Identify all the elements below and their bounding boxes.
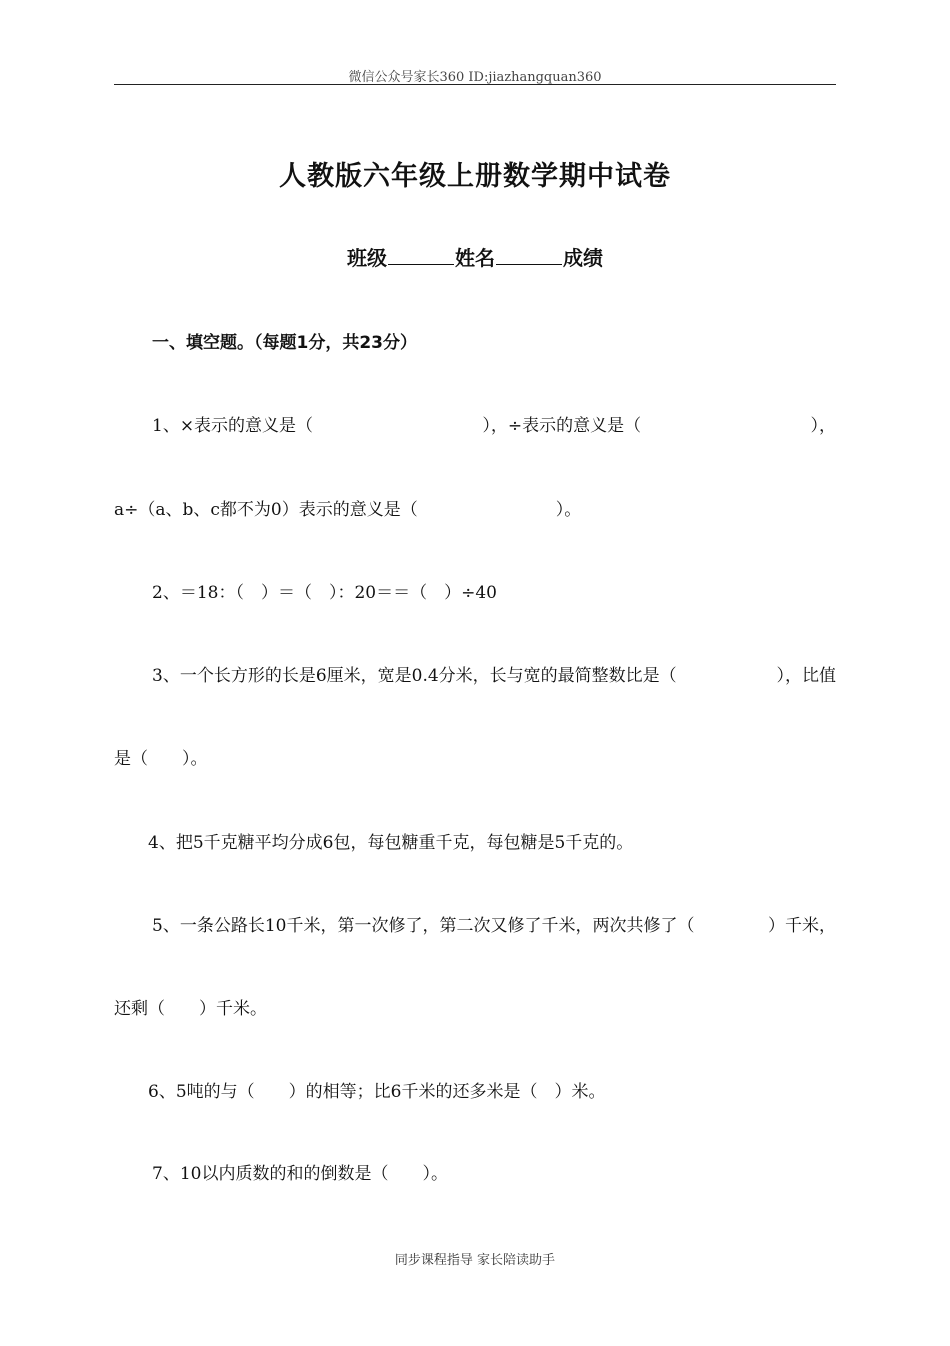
- q1-part-c: ），: [810, 416, 836, 436]
- question-1-line-1: [152, 411, 836, 436]
- question-3-line-1: [152, 661, 836, 686]
- name-blank[interactable]: [496, 244, 562, 265]
- class-label: 班级: [347, 246, 387, 270]
- q5-part-a: 5、一条公路长10千米，第一次修了，第二次又修了千米，两次共修了（: [152, 916, 695, 936]
- question-4: 4、把5千克糖平均分成6包，每包糖重千克，每包糖是5千克的。: [148, 833, 634, 853]
- question-2: 2、＝18：（ ）＝（ ）：20＝＝（ ）÷40: [152, 583, 497, 603]
- q1-part-b: ），÷表示的意义是（: [482, 416, 642, 436]
- q3-part-b: ），比值: [776, 666, 836, 686]
- q1-part-e: ）。: [555, 500, 582, 520]
- page-header: 微信公众号家长360 ID:jiazhangquan360: [348, 70, 602, 85]
- q5-part-b: ）千米，: [768, 916, 836, 936]
- section-heading: 一、填空题。（每题1分，共23分）: [152, 333, 417, 353]
- class-blank[interactable]: [388, 244, 454, 265]
- question-1-line-2: [114, 495, 581, 520]
- question-5-line-1: [152, 911, 836, 936]
- question-3-line-2: 是（ ）。: [114, 749, 208, 769]
- q1-part-a: 1、×表示的意义是（: [152, 416, 314, 436]
- q3-part-a: 3、一个长方形的长是6厘米，宽是0.4分米，长与宽的最简整数比是（: [152, 666, 677, 686]
- score-label: 成绩: [563, 246, 603, 270]
- exam-title: 人教版六年级上册数学期中试卷: [279, 161, 671, 192]
- q1-part-d: a÷（a、b、c都不为0）表示的意义是（: [114, 500, 418, 520]
- question-7: 7、10以内质数的和的倒数是（ ）。: [152, 1164, 448, 1184]
- page-footer: 同步课程指导 家长陪读助手: [394, 1253, 556, 1268]
- question-6: 6、5吨的与（ ）的相等；比6千米的还多米是（ ）米。: [148, 1082, 606, 1102]
- student-info: [0, 242, 950, 271]
- question-5-line-2: 还剩（ ）千米。: [114, 999, 267, 1019]
- header-divider: [114, 84, 836, 85]
- name-label: 姓名: [455, 246, 495, 270]
